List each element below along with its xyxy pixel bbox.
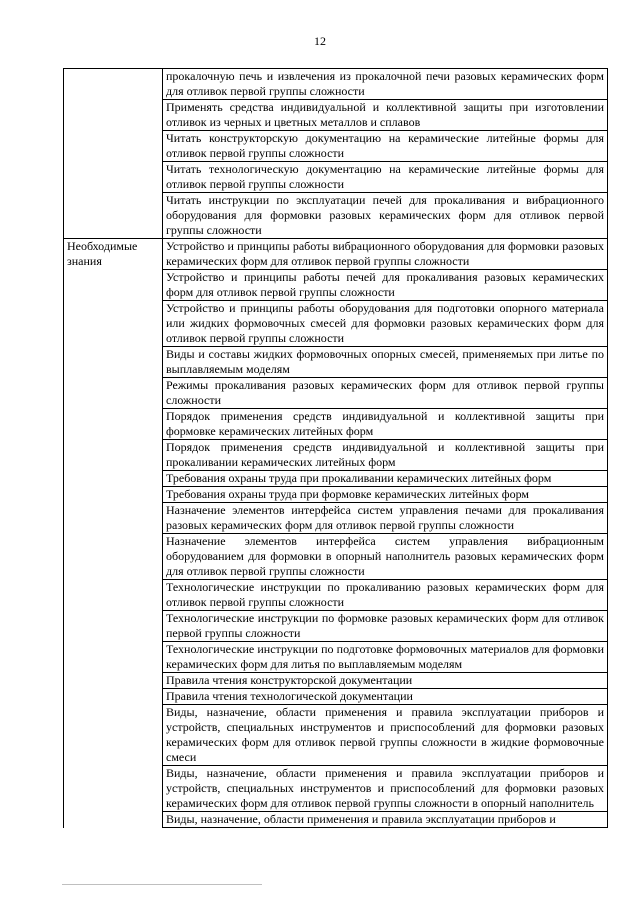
section-cell-knowledge — [64, 689, 163, 705]
knowledge-row — [64, 471, 608, 487]
knowledge-item: Порядок применения средств индивидуальной и коллективной защиты при формовке керамических литейных форм — [163, 409, 608, 440]
section-cell-knowledge — [64, 301, 163, 347]
knowledge-row — [64, 611, 608, 642]
section-cell-knowledge — [64, 534, 163, 580]
knowledge-item: Назначение элементов интерфейса систем управления вибрационным оборудованием для формовки в опорный наполнитель разовых керамических форм для отливок первой группы сложности — [163, 534, 608, 580]
skill-row — [64, 131, 608, 162]
section-cell-knowledge — [64, 378, 163, 409]
knowledge-item: Технологические инструкции по прокаливанию разовых керамических форм для отливок первой группы сложности — [163, 580, 608, 611]
section-cell-knowledge — [64, 611, 163, 642]
skill-row — [64, 100, 608, 131]
knowledge-row — [64, 301, 608, 347]
requirements-table-body — [64, 69, 608, 828]
section-cell-skills — [64, 69, 163, 100]
knowledge-row — [64, 503, 608, 534]
knowledge-row — [64, 766, 608, 812]
knowledge-item: Устройство и принципы работы вибрационного оборудования для формовки разовых керамических форм для отливок первой группы сложности — [163, 239, 608, 270]
section-cell-knowledge: Необходимые знания — [64, 239, 163, 270]
knowledge-item: Виды, назначение, области применения и правила эксплуатации приборов и устройств, специальных инструментов и приспособлений для формовки разовых керамических форм для отливок первой группы сложности в жидкие формовочные смеси — [163, 705, 608, 766]
section-cell-skills — [64, 131, 163, 162]
knowledge-row — [64, 239, 608, 270]
knowledge-row — [64, 689, 608, 705]
knowledge-item: Порядок применения средств индивидуальной и коллективной защиты при прокаливании керамических литейных форм — [163, 440, 608, 471]
knowledge-row — [64, 673, 608, 689]
knowledge-item: Устройство и принципы работы печей для прокаливания разовых керамических форм для отливок первой группы сложности — [163, 270, 608, 301]
section-cell-knowledge — [64, 471, 163, 487]
knowledge-item: Назначение элементов интерфейса систем управления печами для прокаливания разовых керамических форм для отливок первой группы сложности — [163, 503, 608, 534]
skill-row — [64, 69, 608, 100]
knowledge-item: Технологические инструкции по подготовке формовочных материалов для формовки керамических форм для литья по выплавляемым моделям — [163, 642, 608, 673]
section-cell-knowledge — [64, 409, 163, 440]
section-cell-knowledge — [64, 642, 163, 673]
requirements-table — [63, 68, 608, 828]
section-cell-knowledge — [64, 440, 163, 471]
knowledge-row — [64, 409, 608, 440]
knowledge-row — [64, 812, 608, 828]
section-cell-skills — [64, 100, 163, 131]
knowledge-item: Виды и составы жидких формовочных опорных смесей, применяемых при литье по выплавляемым моделям — [163, 347, 608, 378]
skill-item: Читать технологическую документацию на керамические литейные формы для отливок первой группы сложности — [163, 162, 608, 193]
skill-item: прокалочную печь и извлечения из прокалочной печи разовых керамических форм для отливок первой группы сложности — [163, 69, 608, 100]
knowledge-row — [64, 378, 608, 409]
skill-item: Читать инструкции по эксплуатации печей для прокаливания и вибрационного оборудования для формовки разовых керамических форм для отливок первой группы сложности — [163, 193, 608, 239]
knowledge-row — [64, 705, 608, 766]
knowledge-row — [64, 487, 608, 503]
knowledge-row — [64, 270, 608, 301]
section-cell-knowledge — [64, 503, 163, 534]
section-cell-skills — [64, 162, 163, 193]
knowledge-row — [64, 440, 608, 471]
footer-divider — [62, 884, 262, 885]
knowledge-row — [64, 580, 608, 611]
knowledge-row — [64, 534, 608, 580]
section-cell-skills — [64, 193, 163, 239]
knowledge-item: Технологические инструкции по формовке разовых керамических форм для отливок первой группы сложности — [163, 611, 608, 642]
skill-item: Читать конструкторскую документацию на керамические литейные формы для отливок первой группы сложности — [163, 131, 608, 162]
section-cell-knowledge — [64, 580, 163, 611]
section-cell-knowledge — [64, 766, 163, 812]
skill-row — [64, 162, 608, 193]
section-cell-knowledge — [64, 270, 163, 301]
section-cell-knowledge — [64, 673, 163, 689]
knowledge-row — [64, 642, 608, 673]
section-cell-knowledge — [64, 705, 163, 766]
knowledge-item: Правила чтения конструкторской документации — [163, 673, 608, 689]
skill-row — [64, 193, 608, 239]
knowledge-item: Требования охраны труда при формовке керамических литейных форм — [163, 487, 608, 503]
section-cell-knowledge — [64, 812, 163, 828]
knowledge-item: Режимы прокаливания разовых керамических форм для отливок первой группы сложности — [163, 378, 608, 409]
skill-item: Применять средства индивидуальной и коллективной защиты при изготовлении отливок из черных и цветных металлов и сплавов — [163, 100, 608, 131]
section-cell-knowledge — [64, 487, 163, 503]
knowledge-item: Устройство и принципы работы оборудования для подготовки опорного материала или жидких формовочных смесей для формовки разовых керамических форм для отливок первой группы сложности — [163, 301, 608, 347]
knowledge-item: Виды, назначение, области применения и правила эксплуатации приборов и — [163, 812, 608, 828]
knowledge-item: Правила чтения технологической документации — [163, 689, 608, 705]
knowledge-row — [64, 347, 608, 378]
knowledge-item: Требования охраны труда при прокаливании керамических литейных форм — [163, 471, 608, 487]
page-number: 12 — [314, 34, 326, 48]
section-cell-knowledge — [64, 347, 163, 378]
knowledge-item: Виды, назначение, области применения и правила эксплуатации приборов и устройств, специальных инструментов и приспособлений для формовки разовых керамических форм для отливок первой группы сложности в опорный наполнитель — [163, 766, 608, 812]
